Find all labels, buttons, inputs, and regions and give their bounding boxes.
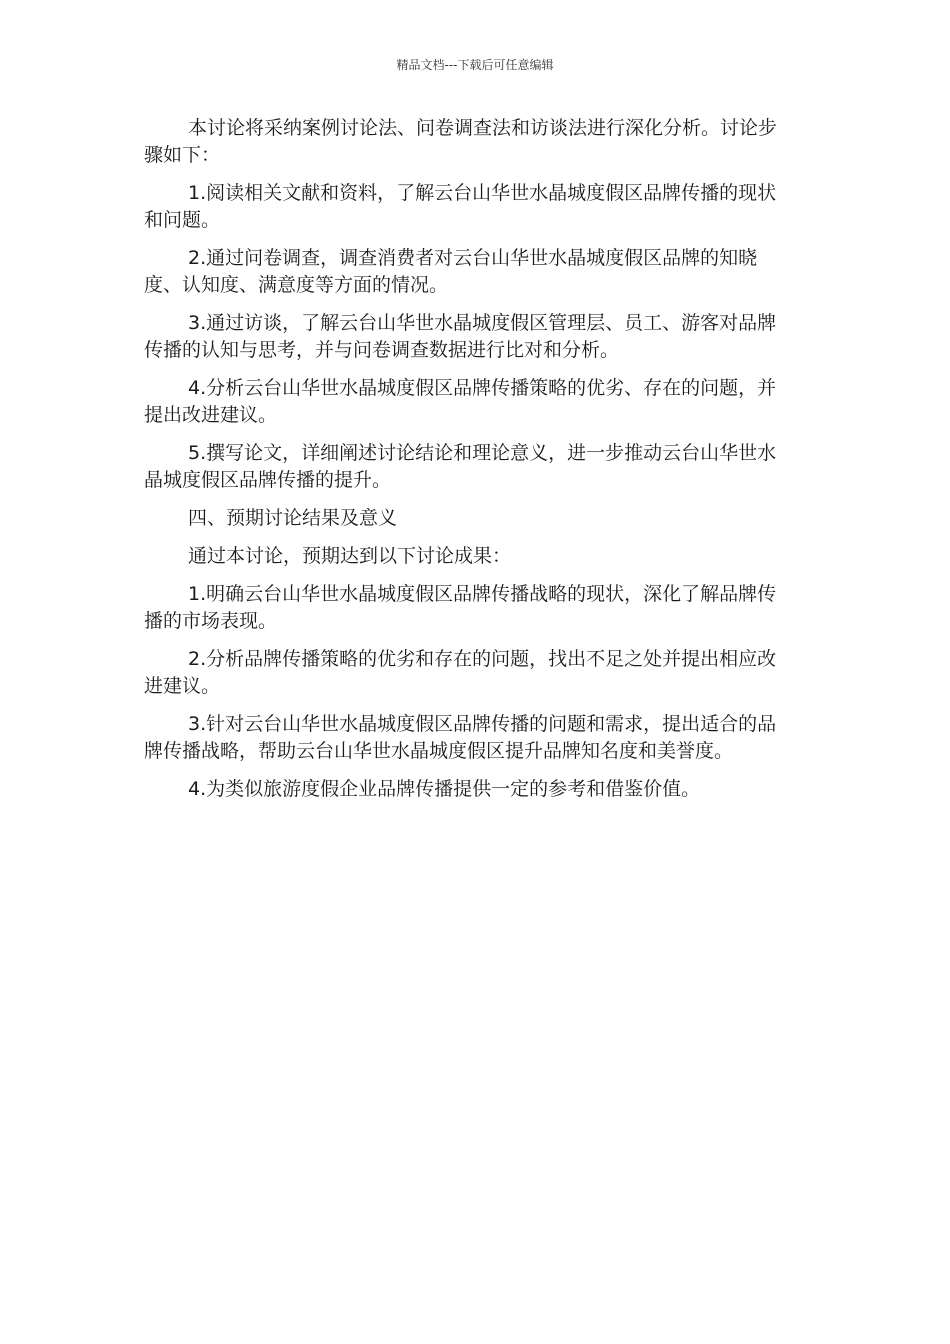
paragraph-results-intro: 通过本讨论，预期达到以下讨论成果： [188, 545, 512, 567]
paragraph-step-3: 3.通过访谈，了解云台山华世水晶城度假区管理层、员工、游客对品牌传播的认知与思考，并与问卷调查数据进行比对和分析。 [144, 312, 777, 361]
paragraph-result-3: 3.针对云台山华世水晶城度假区品牌传播的问题和需求，提出适合的品牌传播战略，帮助云台山华世水晶城度假区提升品牌知名度和美誉度。 [144, 713, 777, 762]
paragraph-step-1: 1.阅读相关文献和资料，了解云台山华世水晶城度假区品牌传播的现状和问题。 [144, 182, 777, 231]
section-heading-expected-results: 四、预期讨论结果及意义 [188, 507, 398, 529]
paragraph-step-2: 2.通过问卷调查，调查消费者对云台山华世水晶城度假区品牌的知晓度、认知度、满意度等方面的情况。 [144, 247, 758, 296]
page-header: 精品文档---下载后可任意编辑 [396, 58, 554, 72]
paragraph-result-4: 4.为类似旅游度假企业品牌传播提供一定的参考和借鉴价值。 [188, 778, 701, 800]
paragraph-result-1: 1.明确云台山华世水晶城度假区品牌传播战略的现状，深化了解品牌传播的市场表现。 [144, 583, 777, 632]
paragraph-result-2: 2.分析品牌传播策略的优劣和存在的问题，找出不足之处并提出相应改进建议。 [144, 648, 777, 697]
paragraph-step-5: 5.撰写论文，详细阐述讨论结论和理论意义，进一步推动云台山华世水晶城度假区品牌传播的提升。 [144, 442, 777, 491]
paragraph-method-intro: 本讨论将采纳案例讨论法、问卷调查法和访谈法进行深化分析。讨论步骤如下： [144, 117, 778, 166]
paragraph-step-4: 4.分析云台山华世水晶城度假区品牌传播策略的优劣、存在的问题，并提出改进建议。 [144, 377, 777, 426]
document-body [144, 115, 794, 803]
